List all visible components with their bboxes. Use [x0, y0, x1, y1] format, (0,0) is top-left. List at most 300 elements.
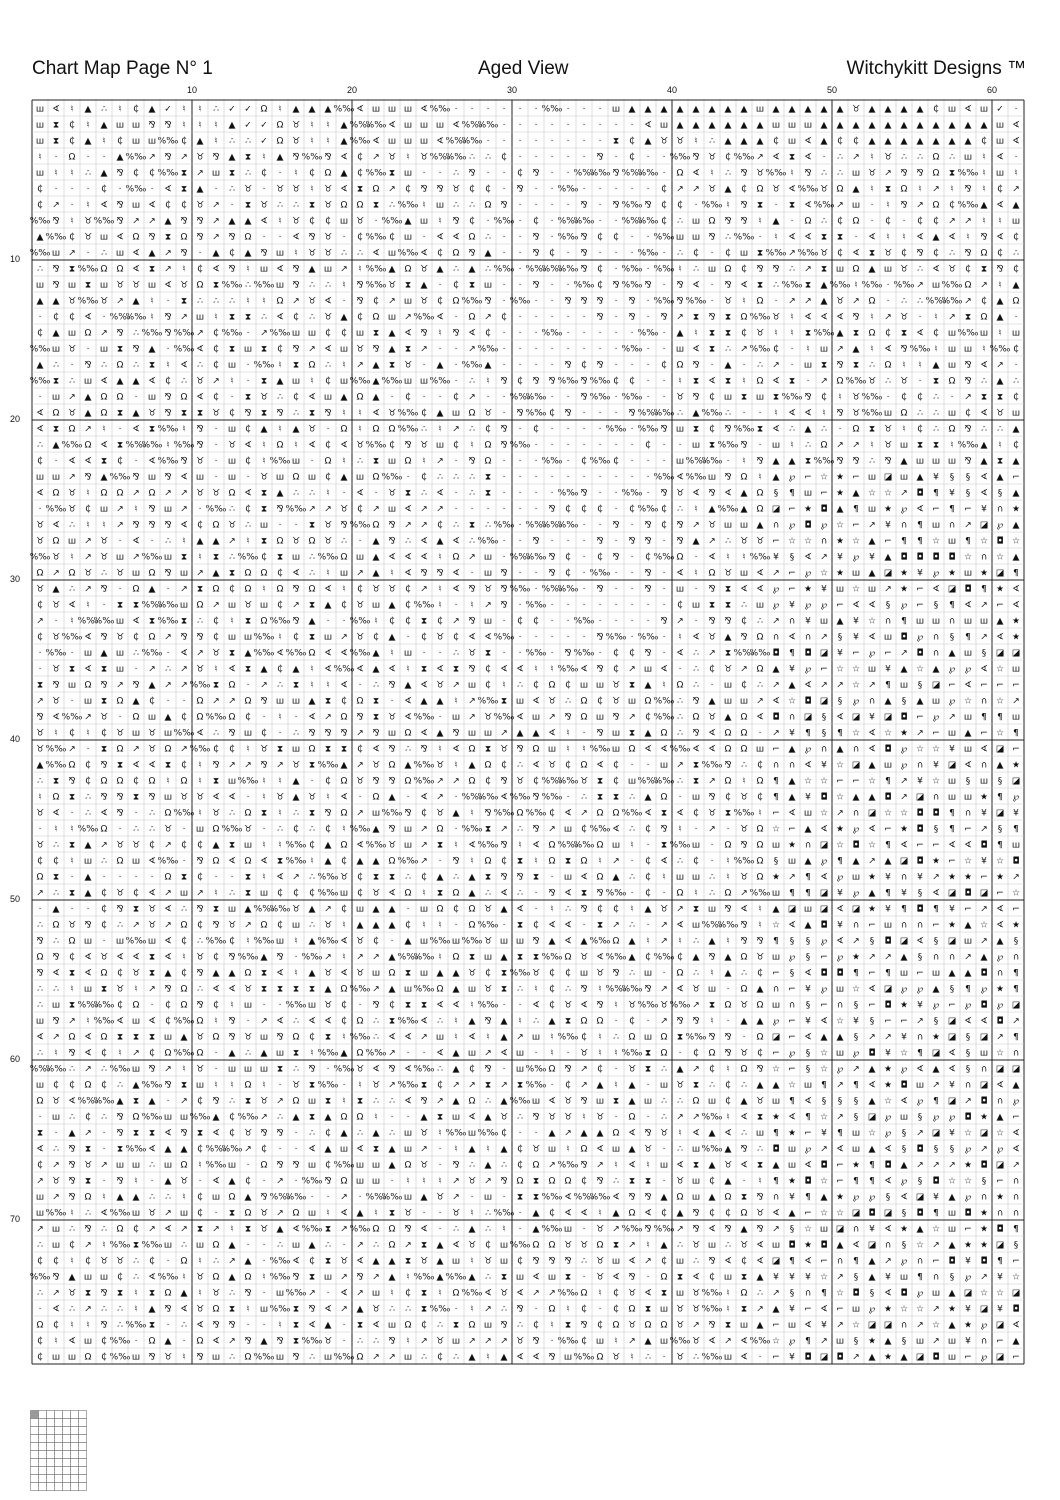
- stitch-symbol: ∴: [149, 824, 155, 835]
- stitch-symbol: ↗: [964, 216, 972, 227]
- stitch-symbol: ∢: [980, 408, 988, 419]
- stitch-symbol: ↗: [964, 952, 972, 963]
- stitch-symbol: ш: [259, 264, 269, 275]
- stitch-symbol: ♮: [726, 1288, 730, 1299]
- stitch-symbol: ∢: [868, 632, 876, 643]
- stitch-symbol: ∩: [900, 520, 908, 531]
- stitch-symbol: Ω: [548, 680, 556, 691]
- stitch-symbol: %‰: [477, 840, 499, 851]
- stitch-symbol: ₵: [389, 616, 395, 627]
- stitch-symbol: %‰: [189, 680, 211, 691]
- stitch-symbol: ¶: [1013, 568, 1019, 579]
- stitch-symbol: ⧗: [724, 376, 732, 387]
- stitch-symbol: %‰: [541, 264, 563, 275]
- stitch-symbol: ⧗: [532, 1176, 540, 1187]
- stitch-symbol: ⅋: [644, 1224, 652, 1235]
- stitch-symbol: ·: [662, 648, 666, 659]
- stitch-symbol: ∢: [868, 824, 876, 835]
- stitch-symbol: ₵: [117, 456, 123, 467]
- stitch-symbol: ¶: [821, 1288, 827, 1299]
- stitch-symbol: ∢: [116, 952, 124, 963]
- stitch-symbol: ∴: [485, 1272, 491, 1283]
- stitch-symbol: ★: [899, 568, 909, 579]
- stitch-symbol: ♉: [851, 392, 861, 403]
- stitch-symbol: ⅋: [916, 248, 924, 259]
- stitch-symbol: ⌐: [996, 600, 1004, 611]
- stitch-symbol: Ω: [980, 312, 988, 323]
- stitch-symbol: ↗: [788, 248, 796, 259]
- stitch-symbol: ↗: [692, 1000, 700, 1011]
- stitch-symbol: §: [853, 1096, 859, 1107]
- stitch-symbol: ◪: [995, 1352, 1005, 1363]
- stitch-symbol: ♮: [390, 568, 394, 579]
- stitch-symbol: ♉: [819, 248, 829, 259]
- stitch-symbol: ⌐: [916, 712, 924, 723]
- stitch-symbol: ▲: [308, 1240, 316, 1251]
- stitch-symbol: ▲: [308, 968, 316, 979]
- stitch-symbol: ·: [102, 872, 106, 883]
- stitch-symbol: ∢: [420, 104, 428, 115]
- stitch-symbol: ♉: [707, 152, 717, 163]
- stitch-symbol: ◘: [884, 792, 892, 803]
- stitch-symbol: ♮: [134, 1288, 138, 1299]
- stitch-symbol: Ω: [148, 1336, 156, 1347]
- stitch-symbol: ш: [355, 472, 365, 483]
- stitch-symbol: ∴: [117, 920, 123, 931]
- stitch-symbol: ⅋: [580, 488, 588, 499]
- stitch-symbol: ▲: [372, 856, 380, 867]
- stitch-symbol: ⌐: [980, 680, 988, 691]
- stitch-symbol: ↗: [980, 824, 988, 835]
- stitch-symbol: ▲: [436, 968, 444, 979]
- stitch-symbol: ☆: [883, 728, 893, 739]
- stitch-symbol: ♮: [406, 1176, 410, 1187]
- stitch-symbol: ⧗: [644, 1304, 652, 1315]
- stitch-symbol: ▲: [708, 504, 716, 515]
- stitch-symbol: ∢: [964, 760, 972, 771]
- stitch-symbol: ·: [630, 440, 634, 451]
- stitch-symbol: ◘: [980, 1096, 988, 1107]
- stitch-symbol: ∢: [772, 696, 780, 707]
- stitch-symbol: %‰: [333, 1352, 355, 1363]
- stitch-symbol: ↗: [276, 1096, 284, 1107]
- stitch-symbol: ₵: [309, 888, 315, 899]
- stitch-symbol: ш: [435, 200, 445, 211]
- stitch-symbol: ¶: [949, 824, 955, 835]
- stitch-symbol: ◪: [931, 680, 941, 691]
- stitch-symbol: ♉: [595, 1272, 605, 1283]
- stitch-symbol: ·: [550, 168, 554, 179]
- stitch-symbol: ▲: [212, 840, 220, 851]
- stitch-symbol: ·: [646, 1080, 650, 1091]
- stitch-symbol: ·: [742, 1032, 746, 1043]
- stitch-symbol: ш: [115, 616, 125, 627]
- stitch-symbol: ⅋: [420, 744, 428, 755]
- stitch-symbol: ⌐: [964, 904, 972, 915]
- stitch-symbol: ∢: [1012, 120, 1020, 131]
- stitch-symbol: ↗: [308, 1288, 316, 1299]
- stitch-symbol: %‰: [205, 1160, 227, 1171]
- stitch-symbol: ♉: [563, 1112, 573, 1123]
- stitch-symbol: ⅋: [228, 728, 236, 739]
- stitch-symbol: ш: [419, 968, 429, 979]
- stitch-symbol: ·: [502, 120, 506, 131]
- stitch-symbol: ℘: [820, 600, 828, 611]
- stitch-symbol: ·: [534, 1304, 538, 1315]
- stitch-symbol: ⅋: [708, 616, 716, 627]
- stitch-symbol: ♉: [899, 264, 909, 275]
- stitch-symbol: ∴: [741, 600, 747, 611]
- stitch-symbol: ·: [822, 152, 826, 163]
- stitch-symbol: ♉: [627, 1064, 637, 1075]
- stitch-symbol: %‰: [365, 280, 387, 291]
- stitch-symbol: ⅋: [84, 920, 92, 931]
- stitch-symbol: ₵: [293, 824, 299, 835]
- stitch-symbol: ∢: [740, 584, 748, 595]
- stitch-symbol: %‰: [621, 392, 643, 403]
- stitch-symbol: ▲: [324, 1112, 332, 1123]
- stitch-symbol: ▲: [52, 440, 60, 451]
- stitch-symbol: ⧗: [292, 1336, 300, 1347]
- stitch-symbol: ·: [262, 232, 266, 243]
- stitch-symbol: ▲: [948, 1240, 956, 1251]
- stitch-symbol: ·: [518, 248, 522, 259]
- stitch-symbol: ♮: [182, 1352, 186, 1363]
- stitch-symbol: ♉: [851, 408, 861, 419]
- stitch-symbol: ·: [678, 440, 682, 451]
- stitch-symbol: ▲: [916, 104, 924, 115]
- stitch-symbol: ◘: [980, 840, 988, 851]
- stitch-symbol: ·: [726, 984, 730, 995]
- stitch-symbol: ш: [131, 1064, 141, 1075]
- stitch-symbol: ш: [387, 504, 397, 515]
- stitch-symbol: %‰: [653, 712, 675, 723]
- stitch-symbol: ★: [851, 952, 861, 963]
- stitch-symbol: ¶: [933, 1208, 939, 1219]
- stitch-symbol: ш: [947, 344, 957, 355]
- stitch-symbol: Ω: [52, 488, 60, 499]
- stitch-symbol: ∢: [148, 1144, 156, 1155]
- stitch-symbol: Ω: [356, 1112, 364, 1123]
- stitch-symbol: ·: [630, 232, 634, 243]
- stitch-symbol: ¥: [885, 664, 891, 675]
- stitch-symbol: ⌐: [996, 1336, 1004, 1347]
- stitch-symbol: ⧗: [212, 552, 220, 563]
- stitch-symbol: ₵: [213, 360, 219, 371]
- stitch-symbol: ∩: [996, 504, 1004, 515]
- stitch-symbol: ⅋: [500, 776, 508, 787]
- stitch-symbol: ·: [358, 792, 362, 803]
- stitch-symbol: ∩: [804, 840, 812, 851]
- stitch-symbol: ↗: [52, 1288, 60, 1299]
- stitch-symbol: ш: [659, 1160, 669, 1171]
- stitch-symbol: ⅋: [484, 1016, 492, 1027]
- stitch-symbol: ш: [819, 616, 829, 627]
- stitch-symbol: ▲: [116, 152, 124, 163]
- stitch-symbol: ♮: [262, 296, 266, 307]
- stitch-symbol: ▲: [804, 920, 812, 931]
- stitch-symbol: Ω: [628, 1304, 636, 1315]
- stitch-symbol: ∴: [309, 280, 315, 291]
- stitch-symbol: ∢: [804, 968, 812, 979]
- stitch-symbol: ★: [883, 1080, 893, 1091]
- stitch-symbol: Ω: [52, 408, 60, 419]
- stitch-symbol: ш: [51, 1112, 61, 1123]
- stitch-symbol: %‰: [285, 648, 307, 659]
- stitch-symbol: ↗: [500, 1080, 508, 1091]
- stitch-symbol: ⧗: [724, 648, 732, 659]
- stitch-symbol: Ω: [756, 632, 764, 643]
- stitch-symbol: %‰: [45, 648, 67, 659]
- stitch-symbol: ·: [598, 216, 602, 227]
- stitch-symbol: Ω: [580, 1288, 588, 1299]
- stitch-symbol: ♉: [659, 1000, 669, 1011]
- stitch-symbol: ⅋: [372, 776, 380, 787]
- stitch-symbol: %‰: [525, 264, 547, 275]
- stitch-symbol: ш: [83, 648, 93, 659]
- stitch-symbol: ∴: [165, 664, 171, 675]
- stitch-symbol: ⧗: [180, 1080, 188, 1091]
- stitch-symbol: %‰: [461, 360, 483, 371]
- stitch-symbol: §: [933, 936, 939, 947]
- stitch-symbol: ♉: [275, 184, 285, 195]
- stitch-symbol: ш: [227, 600, 237, 611]
- stitch-symbol: ∴: [85, 808, 91, 819]
- stitch-symbol: ↗: [388, 1080, 396, 1091]
- stitch-symbol: ш: [467, 1048, 477, 1059]
- stitch-symbol: ∢: [436, 312, 444, 323]
- stitch-symbol: ⅋: [52, 1016, 60, 1027]
- stitch-symbol: ♉: [403, 360, 413, 371]
- stitch-symbol: ▲: [772, 472, 780, 483]
- stitch-symbol: ·: [918, 312, 922, 323]
- stitch-symbol: ш: [659, 120, 669, 131]
- stitch-symbol: Ω: [756, 504, 764, 515]
- stitch-symbol: ▲: [756, 1080, 764, 1091]
- stitch-symbol: ·: [646, 1112, 650, 1123]
- stitch-symbol: ∴: [85, 1208, 91, 1219]
- stitch-symbol: ∴: [133, 360, 139, 371]
- stitch-symbol: Ω: [852, 216, 860, 227]
- stitch-symbol: ⧗: [324, 1096, 332, 1107]
- stitch-symbol: ∢: [804, 680, 812, 691]
- stitch-symbol: ♮: [310, 120, 314, 131]
- stitch-symbol: ₵: [117, 968, 123, 979]
- stitch-symbol: Ω: [228, 488, 236, 499]
- stitch-symbol: ш: [339, 216, 349, 227]
- stitch-symbol: %‰: [541, 952, 563, 963]
- stitch-symbol: Ω: [180, 984, 188, 995]
- stitch-symbol: ⧗: [228, 568, 236, 579]
- stitch-symbol: ·: [566, 1048, 570, 1059]
- stitch-symbol: ·: [38, 648, 42, 659]
- stitch-symbol: ♉: [99, 712, 109, 723]
- stitch-symbol: ₵: [741, 264, 747, 275]
- stitch-symbol: ₵: [677, 952, 683, 963]
- stitch-symbol: ♉: [355, 216, 365, 227]
- stitch-symbol: ♉: [99, 536, 109, 547]
- stitch-symbol: ♮: [502, 1224, 506, 1235]
- stitch-symbol: ⅋: [676, 536, 684, 547]
- stitch-symbol: ∢: [580, 1000, 588, 1011]
- stitch-symbol: ¥: [965, 1256, 971, 1267]
- stitch-symbol: ▲: [724, 184, 732, 195]
- stitch-symbol: ·: [278, 520, 282, 531]
- stitch-symbol: ↗: [36, 1224, 44, 1235]
- stitch-symbol: ★: [979, 1208, 989, 1219]
- stitch-symbol: ₵: [693, 1048, 699, 1059]
- stitch-symbol: ∴: [37, 1240, 43, 1251]
- stitch-symbol: %‰: [237, 776, 259, 787]
- stitch-symbol: ·: [486, 392, 490, 403]
- stitch-symbol: ☆: [851, 584, 861, 595]
- stitch-symbol: Ω: [820, 440, 828, 451]
- stitch-symbol: ☆: [803, 536, 813, 547]
- stitch-symbol: ·: [614, 584, 618, 595]
- stitch-symbol: ·: [102, 1176, 106, 1187]
- stitch-symbol: ◪: [899, 936, 909, 947]
- stitch-symbol: %‰: [749, 552, 771, 563]
- stitch-symbol: ш: [499, 1256, 509, 1267]
- stitch-symbol: ¥: [949, 488, 955, 499]
- stitch-symbol: ↗: [900, 792, 908, 803]
- stitch-symbol: ♮: [70, 824, 74, 835]
- stitch-symbol: ♮: [470, 1000, 474, 1011]
- stitch-symbol: ∢: [36, 408, 44, 419]
- stitch-symbol: ∢: [756, 1256, 764, 1267]
- stitch-symbol: ш: [851, 1304, 861, 1315]
- stitch-symbol: ⧗: [180, 552, 188, 563]
- stitch-symbol: ш: [899, 680, 909, 691]
- stitch-symbol: ∢: [340, 968, 348, 979]
- stitch-symbol: ₵: [1013, 440, 1019, 451]
- stitch-symbol: %‰: [77, 616, 99, 627]
- stitch-symbol: ▲: [580, 1128, 588, 1139]
- stitch-symbol: ▲: [84, 872, 92, 883]
- stitch-symbol: ¥: [789, 1272, 795, 1283]
- stitch-symbol: ↗: [180, 312, 188, 323]
- stitch-symbol: ∩: [980, 552, 988, 563]
- stitch-symbol: ·: [102, 1128, 106, 1139]
- stitch-symbol: ⧗: [68, 792, 76, 803]
- stitch-symbol: ↗: [996, 1032, 1004, 1043]
- stitch-symbol: ♉: [995, 408, 1005, 419]
- stitch-symbol: ♉: [83, 232, 93, 243]
- stitch-symbol: ∢: [532, 840, 540, 851]
- stitch-symbol: ♮: [934, 312, 938, 323]
- stitch-symbol: ₵: [693, 808, 699, 819]
- stitch-symbol: Ω: [724, 1192, 732, 1203]
- stitch-symbol: %‰: [493, 520, 515, 531]
- stitch-symbol: ↗: [836, 1080, 844, 1091]
- stitch-symbol: ₵: [501, 152, 507, 163]
- stitch-symbol: ▲: [676, 1208, 684, 1219]
- stitch-symbol: ш: [723, 1352, 733, 1363]
- stitch-symbol: ∴: [437, 1016, 443, 1027]
- stitch-symbol: §: [901, 696, 907, 707]
- stitch-symbol: ∴: [293, 728, 299, 739]
- stitch-symbol: ш: [387, 728, 397, 739]
- stitch-symbol: ∴: [693, 680, 699, 691]
- stitch-symbol: ₵: [293, 632, 299, 643]
- stitch-symbol: ♮: [470, 856, 474, 867]
- stitch-symbol: ♮: [70, 552, 74, 563]
- stitch-symbol: %‰: [301, 952, 323, 963]
- stitch-symbol: ш: [627, 696, 637, 707]
- stitch-symbol: Ω: [676, 552, 684, 563]
- stitch-symbol: Ω: [196, 696, 204, 707]
- stitch-symbol: ¶: [1013, 824, 1019, 835]
- stitch-symbol: ♮: [438, 744, 442, 755]
- stitch-symbol: ⅋: [36, 936, 44, 947]
- stitch-symbol: ·: [598, 136, 602, 147]
- stitch-symbol: ·: [262, 712, 266, 723]
- stitch-symbol: ш: [547, 1144, 557, 1155]
- stitch-symbol: ₵: [181, 840, 187, 851]
- stitch-symbol: Ω: [372, 520, 380, 531]
- stitch-symbol: ∴: [293, 408, 299, 419]
- stitch-symbol: ш: [771, 1096, 781, 1107]
- stitch-symbol: ⅋: [596, 888, 604, 899]
- stitch-symbol: ш: [979, 328, 989, 339]
- stitch-symbol: §: [789, 1288, 795, 1299]
- stitch-symbol: ℘: [964, 664, 972, 675]
- stitch-symbol: ♉: [755, 328, 765, 339]
- stitch-symbol: ⅋: [692, 1016, 700, 1027]
- stitch-symbol: Ω: [260, 104, 268, 115]
- stitch-symbol: ∢: [868, 1080, 876, 1091]
- stitch-symbol: ¥: [1013, 808, 1019, 819]
- stitch-symbol: ⅋: [212, 920, 220, 931]
- stitch-symbol: ♉: [707, 712, 717, 723]
- stitch-symbol: ·: [454, 920, 458, 931]
- stitch-symbol: ♉: [499, 744, 509, 755]
- stitch-symbol: ▲: [724, 104, 732, 115]
- stitch-symbol: ш: [803, 1080, 813, 1091]
- stitch-symbol: ↗: [948, 312, 956, 323]
- stitch-symbol: ♮: [694, 504, 698, 515]
- stitch-symbol: %‰: [589, 824, 611, 835]
- stitch-symbol: ▲: [836, 504, 844, 515]
- stitch-symbol: ♉: [899, 312, 909, 323]
- stitch-symbol: ⧗: [644, 1064, 652, 1075]
- stitch-symbol: ·: [294, 1144, 298, 1155]
- stitch-symbol: ·: [566, 536, 570, 547]
- stitch-symbol: ★: [931, 856, 941, 867]
- stitch-symbol: ♉: [387, 408, 397, 419]
- stitch-symbol: ▲: [980, 200, 988, 211]
- stitch-symbol: ∩: [772, 632, 780, 643]
- stitch-symbol: ↗: [148, 1224, 156, 1235]
- stitch-symbol: %‰: [573, 616, 595, 627]
- stitch-symbol: ∴: [117, 1080, 123, 1091]
- stitch-symbol: Ω: [756, 296, 764, 307]
- stitch-symbol: ·: [566, 472, 570, 483]
- stitch-symbol: ₵: [549, 1208, 555, 1219]
- stitch-symbol: ⌐: [788, 1064, 796, 1075]
- stitch-symbol: ⧗: [260, 344, 268, 355]
- stitch-symbol: ∢: [612, 1192, 620, 1203]
- stitch-symbol: ★: [835, 536, 845, 547]
- stitch-symbol: ·: [486, 136, 490, 147]
- stitch-symbol: ∢: [756, 1240, 764, 1251]
- stitch-symbol: ⅋: [532, 1112, 540, 1123]
- stitch-symbol: ⧗: [404, 488, 412, 499]
- stitch-symbol: ш: [419, 136, 429, 147]
- stitch-symbol: %‰: [653, 296, 675, 307]
- stitch-symbol: ✓: [260, 136, 268, 147]
- stitch-symbol: Ω: [852, 424, 860, 435]
